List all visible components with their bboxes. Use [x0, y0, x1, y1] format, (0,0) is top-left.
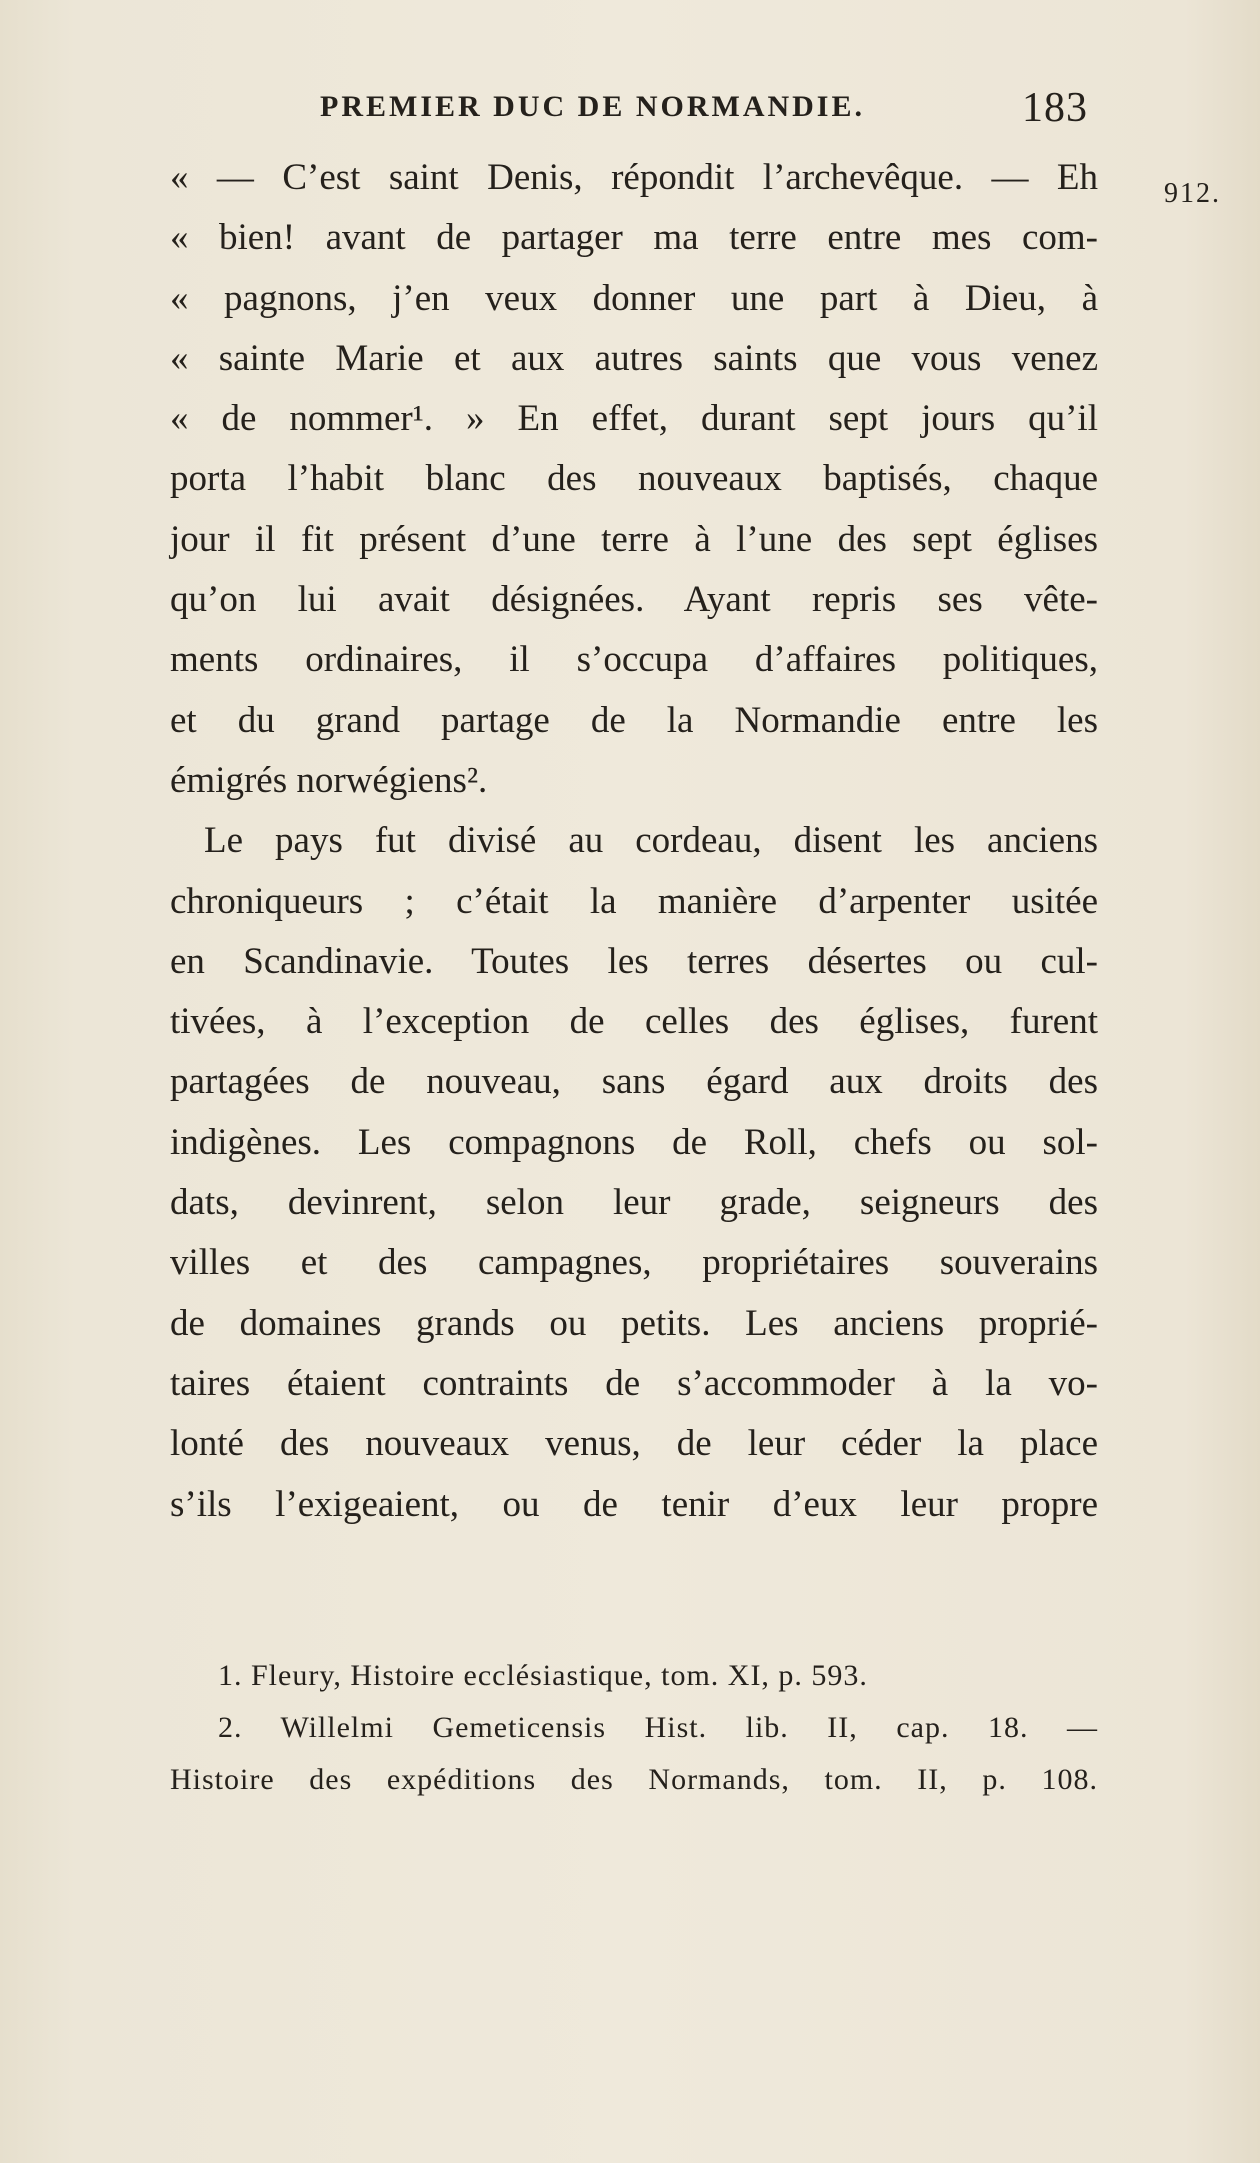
margin-year-note: 912.: [1164, 178, 1221, 209]
footnotes: [170, 1650, 1098, 1806]
text-line: qu’on lui avait désignées. Ayant repris ses vête-: [170, 579, 1098, 621]
text-line: jour il fit présent d’une terre à l’une des sept églises: [170, 518, 1098, 560]
text-line: Le pays fut divisé au cordeau, disent les anciens: [204, 820, 1098, 862]
text-line: « — C’est saint Denis, répondit l’archevêque. — Eh: [170, 157, 1098, 198]
text-line: indigènes. Les compagnons de Roll, chefs ou sol-: [170, 1121, 1098, 1163]
text-line: lonté des nouveaux venus, de leur céder la place: [170, 1423, 1098, 1465]
page-number: 183: [1022, 85, 1088, 131]
text-line: s’ils l’exigeaient, ou de tenir d’eux leur propre: [170, 1483, 1098, 1525]
text-line: villes et des campagnes, propriétaires souverains: [170, 1242, 1098, 1284]
footnote-1: 1. Fleury, Histoire ecclésiastique, tom. XI, p. 593.: [218, 1659, 868, 1692]
text-line: ments ordinaires, il s’occupa d’affaires politiques,: [170, 639, 1098, 681]
running-head: PREMIER DUC DE NORMANDIE.: [320, 90, 865, 123]
text-line: partagées de nouveau, sans égard aux droits des: [170, 1061, 1098, 1103]
page-header: [170, 86, 1098, 136]
text-line: « pagnons, j’en veux donner une part à Dieu, à: [170, 277, 1098, 319]
text-line: chroniqueurs ; c’était la manière d’arpenter usitée: [170, 880, 1098, 922]
text-line: de domaines grands ou petits. Les anciens proprié-: [170, 1302, 1098, 1344]
text-line: émigrés norwégiens².: [170, 759, 488, 801]
text-line: « sainte Marie et aux autres saints que vous venez: [170, 337, 1098, 379]
text-line: porta l’habit blanc des nouveaux baptisés, chaque: [170, 458, 1098, 500]
text-line: en Scandinavie. Toutes les terres désertes ou cul-: [170, 940, 1098, 982]
text-line: « de nommer¹. » En effet, durant sept jours qu’il: [170, 398, 1098, 440]
body-text: [170, 148, 1098, 1535]
text-line: taires étaient contraints de s’accommoder à la vo-: [170, 1362, 1098, 1404]
text-line: et du grand partage de la Normandie entre les: [170, 699, 1098, 741]
text-line: dats, devinrent, selon leur grade, seigneurs des: [170, 1182, 1098, 1224]
footnote-2: 2. Willelmi Gemeticensis Hist. lib. II, cap. 18. —: [218, 1711, 1098, 1744]
text-line: tivées, à l’exception de celles des églises, furent: [170, 1001, 1098, 1043]
footnote-2-continued: Histoire des expéditions des Normands, tom. II, p. 108.: [170, 1763, 1098, 1796]
text-line: « bien! avant de partager ma terre entre mes com-: [170, 217, 1098, 259]
